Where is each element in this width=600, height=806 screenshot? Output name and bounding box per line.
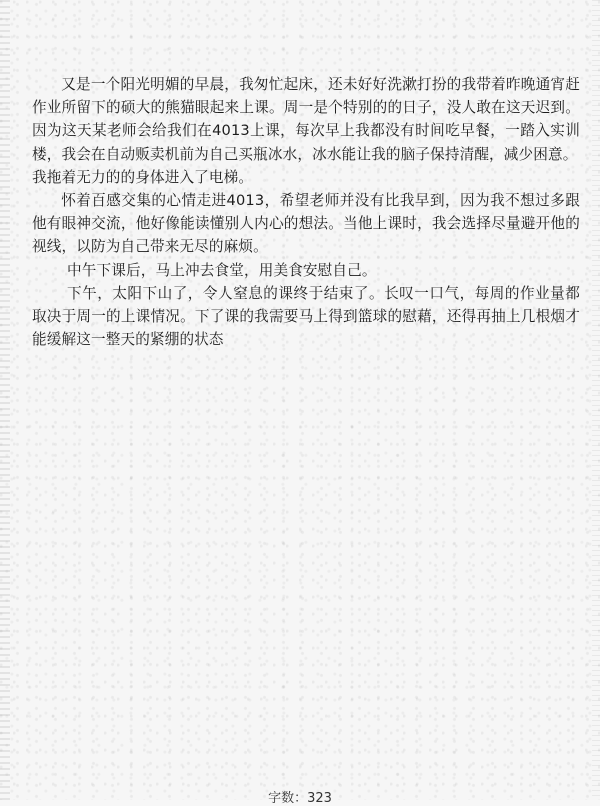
word-count: 字数：323: [268, 791, 332, 806]
paragraph-noon: 中午下课后，马上冲去食堂，用美食安慰自己。: [67, 261, 377, 279]
paragraph-classroom: 怀着百感交集的心情走进4013，希望老师并没有比我早到，因为我不想过多跟他有眼神交流，他好像能读懂别人内心的想法。当他上课时，我会选择尽量避开他的视线，以防为自己带来无尽的麻烦。: [32, 192, 580, 256]
scan-edge-right: [592, 0, 600, 800]
essay-body: [32, 73, 580, 351]
paragraph-morning: 又是一个阳光明媚的早晨，我匆忙起床，还未好好洗漱打扮的我带着昨晚通宵赶作业所留下的硕大的熊猫眼起来上课。周一是个特别的的日子，没人敢在这天迟到。因为这天某老师会给我们在4013上课，每次早上我都没有时间吃早餐，一踏入实训楼，我会在自动贩卖机前为自己买瓶冰水，冰水能让我的脑子保持清醒，减少困意。: [32, 76, 580, 163]
paragraph-afternoon: 下午，太阳下山了，令人窒息的课终于结束了。长叹一口气，每周的作业量都取决于周一的上课情况。下了课的我需要马上得到篮球的慰藉，还得再抽上几根烟才能缓解这一整天的紧绷的状态: [32, 284, 580, 349]
scan-edge-left: [0, 0, 10, 800]
paragraph-elevator: 我拖着无力的的身体进入了电梯。: [32, 168, 254, 186]
